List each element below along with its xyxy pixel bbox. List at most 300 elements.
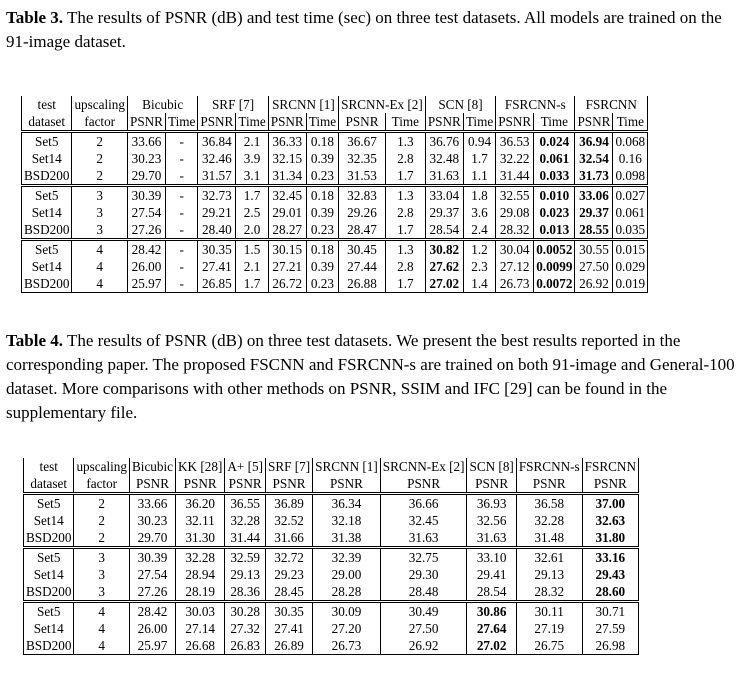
table3-header-factor: factor xyxy=(72,113,128,132)
table-row xyxy=(22,167,648,186)
value-cell: 29.21 xyxy=(198,204,236,221)
value-cell: 0.061 xyxy=(613,204,648,221)
value-cell: 0.23 xyxy=(306,167,338,186)
value-cell: 30.11 xyxy=(516,602,582,621)
value-cell: 0.39 xyxy=(306,150,338,167)
value-cell: 31.48 xyxy=(516,529,582,548)
value-cell: 1.5 xyxy=(236,240,268,259)
value-cell: 29.70 xyxy=(127,167,165,186)
table-row xyxy=(22,221,648,240)
table4-header-upscaling: upscaling xyxy=(74,458,130,475)
value-cell: 30.09 xyxy=(313,602,381,621)
table-row xyxy=(22,186,648,205)
value-cell: 0.0072 xyxy=(534,275,575,293)
table3-subheader-psnr: PSNR xyxy=(496,113,534,132)
table4-subheader-psnr: PSNR xyxy=(516,475,582,494)
value-cell: 33.66 xyxy=(129,494,175,513)
value-cell: - xyxy=(165,240,197,259)
table3-header-test: test xyxy=(22,96,72,113)
value-cell: 28.19 xyxy=(176,583,225,602)
value-cell: 32.54 xyxy=(575,150,613,167)
table3-caption-text: The results of PSNR (dB) and test time (sec) on three test datasets. All models are trained on the 91-image dataset. xyxy=(6,8,722,51)
value-cell: 28.36 xyxy=(225,583,266,602)
value-cell: 1.7 xyxy=(463,150,495,167)
value-cell: 31.57 xyxy=(198,167,236,186)
table4-header-method: A+ [5] xyxy=(225,458,266,475)
value-cell: - xyxy=(165,275,197,293)
table4-subheader-psnr: PSNR xyxy=(467,475,516,494)
table4-header-method: SRF [7] xyxy=(265,458,312,475)
value-cell: 32.28 xyxy=(176,548,225,567)
table3-header-method: FSRCNN-s xyxy=(496,96,575,113)
table4-subheader-psnr: PSNR xyxy=(129,475,175,494)
value-cell: 0.010 xyxy=(534,186,575,205)
value-cell: 27.50 xyxy=(575,258,613,275)
dataset-cell: Set14 xyxy=(22,204,72,221)
value-cell: 30.39 xyxy=(129,548,175,567)
value-cell: 28.28 xyxy=(313,583,381,602)
table4-header-method: Bicubic xyxy=(129,458,175,475)
value-cell: 29.43 xyxy=(582,566,638,583)
value-cell: 27.26 xyxy=(127,221,165,240)
value-cell: 26.72 xyxy=(268,275,306,293)
value-cell: 36.67 xyxy=(339,132,386,151)
table-row xyxy=(24,583,639,602)
value-cell: 30.82 xyxy=(425,240,463,259)
table-row xyxy=(22,258,648,275)
value-cell: 0.18 xyxy=(306,132,338,151)
value-cell: 29.08 xyxy=(496,204,534,221)
value-cell: 2.4 xyxy=(463,221,495,240)
value-cell: 31.30 xyxy=(176,529,225,548)
value-cell: 0.019 xyxy=(613,275,648,293)
value-cell: 32.61 xyxy=(516,548,582,567)
value-cell: 32.73 xyxy=(198,186,236,205)
value-cell: 2.0 xyxy=(236,221,268,240)
value-cell: 0.024 xyxy=(534,132,575,151)
value-cell: 31.44 xyxy=(225,529,266,548)
table4-subheader-psnr: PSNR xyxy=(225,475,266,494)
value-cell: 29.13 xyxy=(225,566,266,583)
value-cell: 29.41 xyxy=(467,566,516,583)
value-cell: 27.12 xyxy=(496,258,534,275)
value-cell: 31.44 xyxy=(496,167,534,186)
table3-subheader-psnr: PSNR xyxy=(339,113,386,132)
value-cell: - xyxy=(165,167,197,186)
value-cell: 31.63 xyxy=(380,529,467,548)
table3 xyxy=(21,96,648,293)
value-cell: 0.068 xyxy=(613,132,648,151)
value-cell: 26.85 xyxy=(198,275,236,293)
value-cell: 28.55 xyxy=(575,221,613,240)
table-row xyxy=(24,548,639,567)
factor-cell: 3 xyxy=(74,548,130,567)
dataset-cell: BSD200 xyxy=(24,637,74,655)
value-cell: 0.23 xyxy=(306,221,338,240)
value-cell: 30.55 xyxy=(575,240,613,259)
value-cell: 30.86 xyxy=(467,602,516,621)
value-cell: 1.7 xyxy=(385,275,425,293)
value-cell: 36.66 xyxy=(380,494,467,513)
value-cell: 33.06 xyxy=(575,186,613,205)
value-cell: 29.70 xyxy=(129,529,175,548)
factor-cell: 2 xyxy=(72,132,128,151)
value-cell: 2.5 xyxy=(236,204,268,221)
value-cell: - xyxy=(165,132,197,151)
value-cell: 37.00 xyxy=(582,494,638,513)
value-cell: 26.00 xyxy=(129,620,175,637)
value-cell: 32.72 xyxy=(265,548,312,567)
dataset-cell: Set14 xyxy=(24,566,74,583)
value-cell: 3.1 xyxy=(236,167,268,186)
value-cell: 29.01 xyxy=(268,204,306,221)
dataset-cell: BSD200 xyxy=(22,167,72,186)
table3-body xyxy=(22,132,648,293)
value-cell: 27.44 xyxy=(339,258,386,275)
value-cell: 28.32 xyxy=(496,221,534,240)
dataset-cell: Set14 xyxy=(24,512,74,529)
value-cell: 32.28 xyxy=(225,512,266,529)
value-cell: 2.3 xyxy=(463,258,495,275)
value-cell: 30.71 xyxy=(582,602,638,621)
value-cell: 27.32 xyxy=(225,620,266,637)
value-cell: 32.55 xyxy=(496,186,534,205)
factor-cell: 4 xyxy=(74,637,130,655)
table-row xyxy=(24,602,639,621)
table4-header-method: FSRCNN xyxy=(582,458,638,475)
value-cell: 27.20 xyxy=(313,620,381,637)
value-cell: 2.1 xyxy=(236,132,268,151)
table4-header-factor: factor xyxy=(74,475,130,494)
table3-subheader-psnr: PSNR xyxy=(575,113,613,132)
value-cell: 0.035 xyxy=(613,221,648,240)
value-cell: 31.63 xyxy=(467,529,516,548)
dataset-cell: Set5 xyxy=(22,132,72,151)
table4-subheader-psnr: PSNR xyxy=(313,475,381,494)
dataset-cell: BSD200 xyxy=(24,583,74,602)
value-cell: 30.45 xyxy=(339,240,386,259)
table-row xyxy=(22,150,648,167)
factor-cell: 4 xyxy=(74,602,130,621)
value-cell: 28.48 xyxy=(380,583,467,602)
value-cell: 0.098 xyxy=(613,167,648,186)
table-row xyxy=(24,637,639,655)
value-cell: 25.97 xyxy=(127,275,165,293)
value-cell: 32.45 xyxy=(380,512,467,529)
dataset-cell: BSD200 xyxy=(22,221,72,240)
value-cell: 31.73 xyxy=(575,167,613,186)
value-cell: 33.66 xyxy=(127,132,165,151)
table4-header-method: FSRCNN-s xyxy=(516,458,582,475)
value-cell: 28.40 xyxy=(198,221,236,240)
value-cell: 28.54 xyxy=(467,583,516,602)
table-row xyxy=(22,204,648,221)
table3-header-dataset: dataset xyxy=(22,113,72,132)
value-cell: 26.75 xyxy=(516,637,582,655)
value-cell: 0.013 xyxy=(534,221,575,240)
value-cell: 31.80 xyxy=(582,529,638,548)
table4-subheader-psnr: PSNR xyxy=(380,475,467,494)
factor-cell: 3 xyxy=(74,583,130,602)
value-cell: 33.10 xyxy=(467,548,516,567)
value-cell: 0.061 xyxy=(534,150,575,167)
value-cell: - xyxy=(165,150,197,167)
value-cell: 27.54 xyxy=(129,566,175,583)
value-cell: 27.21 xyxy=(268,258,306,275)
value-cell: 25.97 xyxy=(129,637,175,655)
value-cell: 29.13 xyxy=(516,566,582,583)
table-row xyxy=(22,240,648,259)
factor-cell: 3 xyxy=(72,204,128,221)
table3-header-method: SRF [7] xyxy=(198,96,268,113)
table-row xyxy=(24,512,639,529)
value-cell: 32.56 xyxy=(467,512,516,529)
table3-label: Table 3. xyxy=(6,8,64,27)
table4-header-method: SRCNN-Ex [2] xyxy=(380,458,467,475)
value-cell: 0.027 xyxy=(613,186,648,205)
value-cell: 1.3 xyxy=(385,186,425,205)
value-cell: 28.47 xyxy=(339,221,386,240)
value-cell: 32.48 xyxy=(425,150,463,167)
value-cell: 1.8 xyxy=(463,186,495,205)
table3-subheader-time: Time xyxy=(236,113,268,132)
value-cell: 0.16 xyxy=(613,150,648,167)
table-row xyxy=(24,494,639,513)
table3-subheader-psnr: PSNR xyxy=(425,113,463,132)
table4-subheader-psnr: PSNR xyxy=(265,475,312,494)
value-cell: 30.49 xyxy=(380,602,467,621)
value-cell: 36.53 xyxy=(496,132,534,151)
value-cell: 28.60 xyxy=(582,583,638,602)
table4 xyxy=(23,458,639,655)
value-cell: 26.92 xyxy=(575,275,613,293)
value-cell: 26.92 xyxy=(380,637,467,655)
table3-subheader-time: Time xyxy=(385,113,425,132)
table-row xyxy=(22,275,648,293)
dataset-cell: Set5 xyxy=(24,494,74,513)
table4-label: Table 4. xyxy=(6,331,64,350)
value-cell: 32.75 xyxy=(380,548,467,567)
value-cell: 0.18 xyxy=(306,240,338,259)
value-cell: 1.7 xyxy=(385,221,425,240)
table4-header-method: SRCNN [1] xyxy=(313,458,381,475)
value-cell: 30.39 xyxy=(127,186,165,205)
value-cell: 29.37 xyxy=(575,204,613,221)
factor-cell: 4 xyxy=(72,258,128,275)
dataset-cell: Set5 xyxy=(22,240,72,259)
value-cell: 33.16 xyxy=(582,548,638,567)
value-cell: 27.54 xyxy=(127,204,165,221)
value-cell: 0.18 xyxy=(306,186,338,205)
value-cell: 0.023 xyxy=(534,204,575,221)
table3-subheader-time: Time xyxy=(534,113,575,132)
value-cell: 0.015 xyxy=(613,240,648,259)
value-cell: 36.33 xyxy=(268,132,306,151)
value-cell: 36.34 xyxy=(313,494,381,513)
value-cell: 36.84 xyxy=(198,132,236,151)
value-cell: 36.89 xyxy=(265,494,312,513)
value-cell: 28.94 xyxy=(176,566,225,583)
value-cell: 32.35 xyxy=(339,150,386,167)
value-cell: 33.04 xyxy=(425,186,463,205)
value-cell: 26.73 xyxy=(313,637,381,655)
value-cell: 30.15 xyxy=(268,240,306,259)
dataset-cell: Set14 xyxy=(22,150,72,167)
value-cell: 31.66 xyxy=(265,529,312,548)
table3-subheader-time: Time xyxy=(165,113,197,132)
table4-caption-text: The results of PSNR (dB) on three test datasets. We present the best results reported in the corresponding paper. The proposed FSCNN and FSRCNN-s are trained on both 91-image and General-100 dataset. More comparisons with other methods on PSNR, SSIM and IFC [29] can be found in the supplementary file. xyxy=(6,331,735,422)
value-cell: 28.54 xyxy=(425,221,463,240)
value-cell: 0.029 xyxy=(613,258,648,275)
value-cell: 1.3 xyxy=(385,240,425,259)
value-cell: 32.63 xyxy=(582,512,638,529)
table4-caption xyxy=(6,329,736,425)
value-cell: 0.033 xyxy=(534,167,575,186)
value-cell: 30.04 xyxy=(496,240,534,259)
value-cell: 29.30 xyxy=(380,566,467,583)
table3-header-method: SRCNN-Ex [2] xyxy=(339,96,426,113)
dataset-cell: Set5 xyxy=(24,548,74,567)
value-cell: 27.02 xyxy=(467,637,516,655)
dataset-cell: Set14 xyxy=(24,620,74,637)
factor-cell: 4 xyxy=(74,620,130,637)
value-cell: 2.8 xyxy=(385,150,425,167)
value-cell: 30.35 xyxy=(198,240,236,259)
value-cell: 1.7 xyxy=(236,186,268,205)
value-cell: 29.26 xyxy=(339,204,386,221)
value-cell: 0.94 xyxy=(463,132,495,151)
value-cell: 0.39 xyxy=(306,204,338,221)
value-cell: - xyxy=(165,221,197,240)
value-cell: 31.34 xyxy=(268,167,306,186)
value-cell: 0.39 xyxy=(306,258,338,275)
dataset-cell: Set14 xyxy=(22,258,72,275)
value-cell: 2.8 xyxy=(385,258,425,275)
value-cell: 31.53 xyxy=(339,167,386,186)
table3-subheader-time: Time xyxy=(613,113,648,132)
value-cell: 32.52 xyxy=(265,512,312,529)
value-cell: 30.03 xyxy=(176,602,225,621)
value-cell: 1.4 xyxy=(463,275,495,293)
value-cell: 29.37 xyxy=(425,204,463,221)
factor-cell: 4 xyxy=(72,240,128,259)
factor-cell: 2 xyxy=(74,529,130,548)
table3-subheader-psnr: PSNR xyxy=(127,113,165,132)
value-cell: 27.59 xyxy=(582,620,638,637)
table4-header-test: test xyxy=(24,458,74,475)
value-cell: 30.28 xyxy=(225,602,266,621)
value-cell: 31.63 xyxy=(425,167,463,186)
table3-subheader-psnr: PSNR xyxy=(268,113,306,132)
table4-header-method: KK [28] xyxy=(176,458,225,475)
table3-subheader-time: Time xyxy=(463,113,495,132)
value-cell: 27.19 xyxy=(516,620,582,637)
value-cell: 27.14 xyxy=(176,620,225,637)
factor-cell: 2 xyxy=(74,512,130,529)
table3-header-method: Bicubic xyxy=(127,96,197,113)
value-cell: 32.22 xyxy=(496,150,534,167)
table3-caption xyxy=(6,6,736,54)
dataset-cell: BSD200 xyxy=(24,529,74,548)
value-cell: 26.00 xyxy=(127,258,165,275)
value-cell: 30.35 xyxy=(265,602,312,621)
value-cell: 3.9 xyxy=(236,150,268,167)
table-row xyxy=(22,132,648,151)
value-cell: 2.1 xyxy=(236,258,268,275)
table4-header-dataset: dataset xyxy=(24,475,74,494)
value-cell: 1.3 xyxy=(385,132,425,151)
value-cell: 32.83 xyxy=(339,186,386,205)
value-cell: 32.18 xyxy=(313,512,381,529)
value-cell: 0.0052 xyxy=(534,240,575,259)
table-row xyxy=(24,620,639,637)
value-cell: 27.41 xyxy=(265,620,312,637)
value-cell: 26.88 xyxy=(339,275,386,293)
value-cell: - xyxy=(165,186,197,205)
value-cell: 32.28 xyxy=(516,512,582,529)
factor-cell: 3 xyxy=(72,186,128,205)
value-cell: 27.02 xyxy=(425,275,463,293)
value-cell: 26.83 xyxy=(225,637,266,655)
value-cell: 32.15 xyxy=(268,150,306,167)
factor-cell: 3 xyxy=(72,221,128,240)
table-row xyxy=(24,529,639,548)
value-cell: 36.55 xyxy=(225,494,266,513)
table3-subheader-time: Time xyxy=(306,113,338,132)
table3-header-method: FSRCNN xyxy=(575,96,648,113)
value-cell: 27.50 xyxy=(380,620,467,637)
value-cell: 28.42 xyxy=(127,240,165,259)
value-cell: 32.46 xyxy=(198,150,236,167)
value-cell: 36.20 xyxy=(176,494,225,513)
table4-header-method: SCN [8] xyxy=(467,458,516,475)
table4-subheader-psnr: PSNR xyxy=(176,475,225,494)
table3-header-method: SCN [8] xyxy=(425,96,495,113)
dataset-cell: BSD200 xyxy=(22,275,72,293)
table3-header-method: SRCNN [1] xyxy=(268,96,338,113)
value-cell: 29.23 xyxy=(265,566,312,583)
value-cell: 28.42 xyxy=(129,602,175,621)
factor-cell: 2 xyxy=(72,167,128,186)
value-cell: 3.6 xyxy=(463,204,495,221)
value-cell: 27.64 xyxy=(467,620,516,637)
value-cell: 32.39 xyxy=(313,548,381,567)
dataset-cell: Set5 xyxy=(22,186,72,205)
factor-cell: 2 xyxy=(74,494,130,513)
value-cell: 36.93 xyxy=(467,494,516,513)
factor-cell: 2 xyxy=(72,150,128,167)
value-cell: 27.62 xyxy=(425,258,463,275)
value-cell: 1.2 xyxy=(463,240,495,259)
factor-cell: 4 xyxy=(72,275,128,293)
value-cell: 36.58 xyxy=(516,494,582,513)
value-cell: 1.7 xyxy=(236,275,268,293)
value-cell: 28.27 xyxy=(268,221,306,240)
table-row xyxy=(24,566,639,583)
value-cell: 27.26 xyxy=(129,583,175,602)
table3-subheader-psnr: PSNR xyxy=(198,113,236,132)
value-cell: 26.73 xyxy=(496,275,534,293)
value-cell: 0.0099 xyxy=(534,258,575,275)
value-cell: 26.89 xyxy=(265,637,312,655)
table4-subheader-psnr: PSNR xyxy=(582,475,638,494)
value-cell: 36.94 xyxy=(575,132,613,151)
value-cell: 1.1 xyxy=(463,167,495,186)
factor-cell: 3 xyxy=(74,566,130,583)
value-cell: 2.8 xyxy=(385,204,425,221)
value-cell: 28.45 xyxy=(265,583,312,602)
value-cell: - xyxy=(165,258,197,275)
